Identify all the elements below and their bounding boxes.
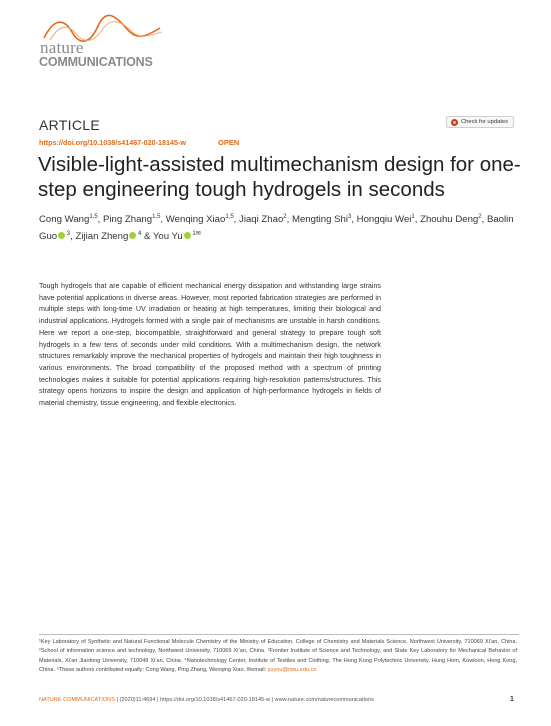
check-for-updates-label: Check for updates xyxy=(461,119,509,125)
author-name[interactable]: Baolin Guo xyxy=(39,214,514,243)
author-affiliation: 1,5 xyxy=(152,214,161,220)
logo-communications-text: COMMUNICATIONS xyxy=(39,55,153,69)
orcid-icon[interactable] xyxy=(184,232,191,239)
author-name[interactable]: Mengting Shi xyxy=(291,214,348,226)
crossmark-icon xyxy=(451,119,458,126)
abstract: Tough hydrogels that are capable of efficient mechanical energy dissipation and withstanding large strains have potential applications in diverse areas. However, most reported fabrication strategies are performed in multiple steps with long-time UV irradiation or heating at high temperatures, limiting their biological and industrial applications. Hydrogels formed with a single pair of mechanisms are unstable in harsh conditions. Here we report a one-step, biocompatible, straightforward and general strategy to prepare tough soft hydrogels in a few tens of seconds under mild conditions. With a multimechanism design, the network structures remarkably improve the mechanical properties of hydrogels and maintain their high toughness in various environments. The broad compatibility of the proposed method with a spectrum of printing technologies makes it suitable for potential applications requiring high-resolution patterns/structures. This strategy opens horizons to inspire the design and application of high-performance hydrogels in fields of material chemistry, tissue engineering, and flexible electronics. xyxy=(39,282,381,408)
author-name[interactable]: Zhouhu Deng xyxy=(420,214,479,226)
page-footer xyxy=(39,697,374,703)
article-title: Visible-light-assisted multimechanism design for one-step engineering tough hydrogels in seconds xyxy=(38,153,521,201)
author-affiliation: 1 xyxy=(411,214,415,220)
author-name[interactable]: Jiaqi Zhao xyxy=(239,214,284,226)
journal-logo xyxy=(36,14,166,70)
author-name[interactable]: Wenqing Xiao xyxy=(165,214,226,226)
check-for-updates-button[interactable] xyxy=(446,116,514,128)
footer-citation: | (2020)11:4694 | https://doi.org/10.1038/s41467-020-18145-w | www.nature.com/naturecommunications xyxy=(114,697,374,703)
doi-link[interactable]: https://doi.org/10.1038/s41467-020-18145-w xyxy=(39,138,187,147)
open-access-badge: OPEN xyxy=(218,138,240,147)
author-name[interactable]: Zijian Zheng xyxy=(75,231,129,243)
author-affiliation: 1,5 xyxy=(89,214,98,220)
affiliations-footnote xyxy=(39,638,517,675)
author-name[interactable]: You Yu xyxy=(152,231,183,243)
corresponding-email-link[interactable]: yuyou@nwu.edu.cn xyxy=(267,666,317,673)
author-affiliation: 1,5 xyxy=(225,214,234,220)
author-affiliation: 4 xyxy=(136,231,142,238)
footnote-divider xyxy=(39,634,519,635)
author-name[interactable]: Ping Zhang xyxy=(103,214,153,226)
author-name[interactable]: Hongqiu Wei xyxy=(356,214,412,226)
author-name[interactable]: Cong Wang xyxy=(39,214,90,226)
author-affiliation: 3 xyxy=(65,231,71,238)
page-number: 1 xyxy=(510,696,514,703)
footer-journal-name: NATURE COMMUNICATIONS xyxy=(39,697,115,703)
author-affiliation: 2 xyxy=(478,214,482,220)
author-list: Cong Wang$^{1,5}$, Ping Zhang$^{1,5}$, Wenqing Xiao$^{1,5}$, Jiaqi Zhao$^2$, Mengting Shi$^3$, Hongqiu Wei$^1$, Zhouhu Deng$^2$, Baolin Guo $^3$, Zijian Zheng $^4$ & You Yu $^{1✉}$ xyxy=(39,214,514,243)
author-affiliation: 1✉ xyxy=(190,231,201,238)
logo-nature-text: nature xyxy=(40,38,84,57)
author-affiliation: 3 xyxy=(347,214,352,220)
article-type-label: ARTICLE xyxy=(39,117,100,133)
affiliations-text: ¹Key Laboratory of Synthetic and Natural Functional Molecule Chemistry of the Ministry of Education, College of Chemistry and Materials Science, Northwest University, 710069 Xi’an, China. ²School of information science and technology, Northwest University, 710069 Xi’an, China. ³Frontier Institute of Science and Technology, and State Key Laboratory for Mechanical Behavior of Materials, Xi’an Jiaotong University, 710049 Xi’an, China. ⁴Nanotechnology Center, Institute of Textiles and Clothing, The Hong Kong Polytechnic University, Hung Hom, Kowloon, Hong Kong, China. ⁵These authors contributed equally: Cong Wang, Ping Zhang, Wenqing Xiao. ✉email: xyxy=(39,639,517,673)
author-affiliation: 2 xyxy=(283,214,287,220)
